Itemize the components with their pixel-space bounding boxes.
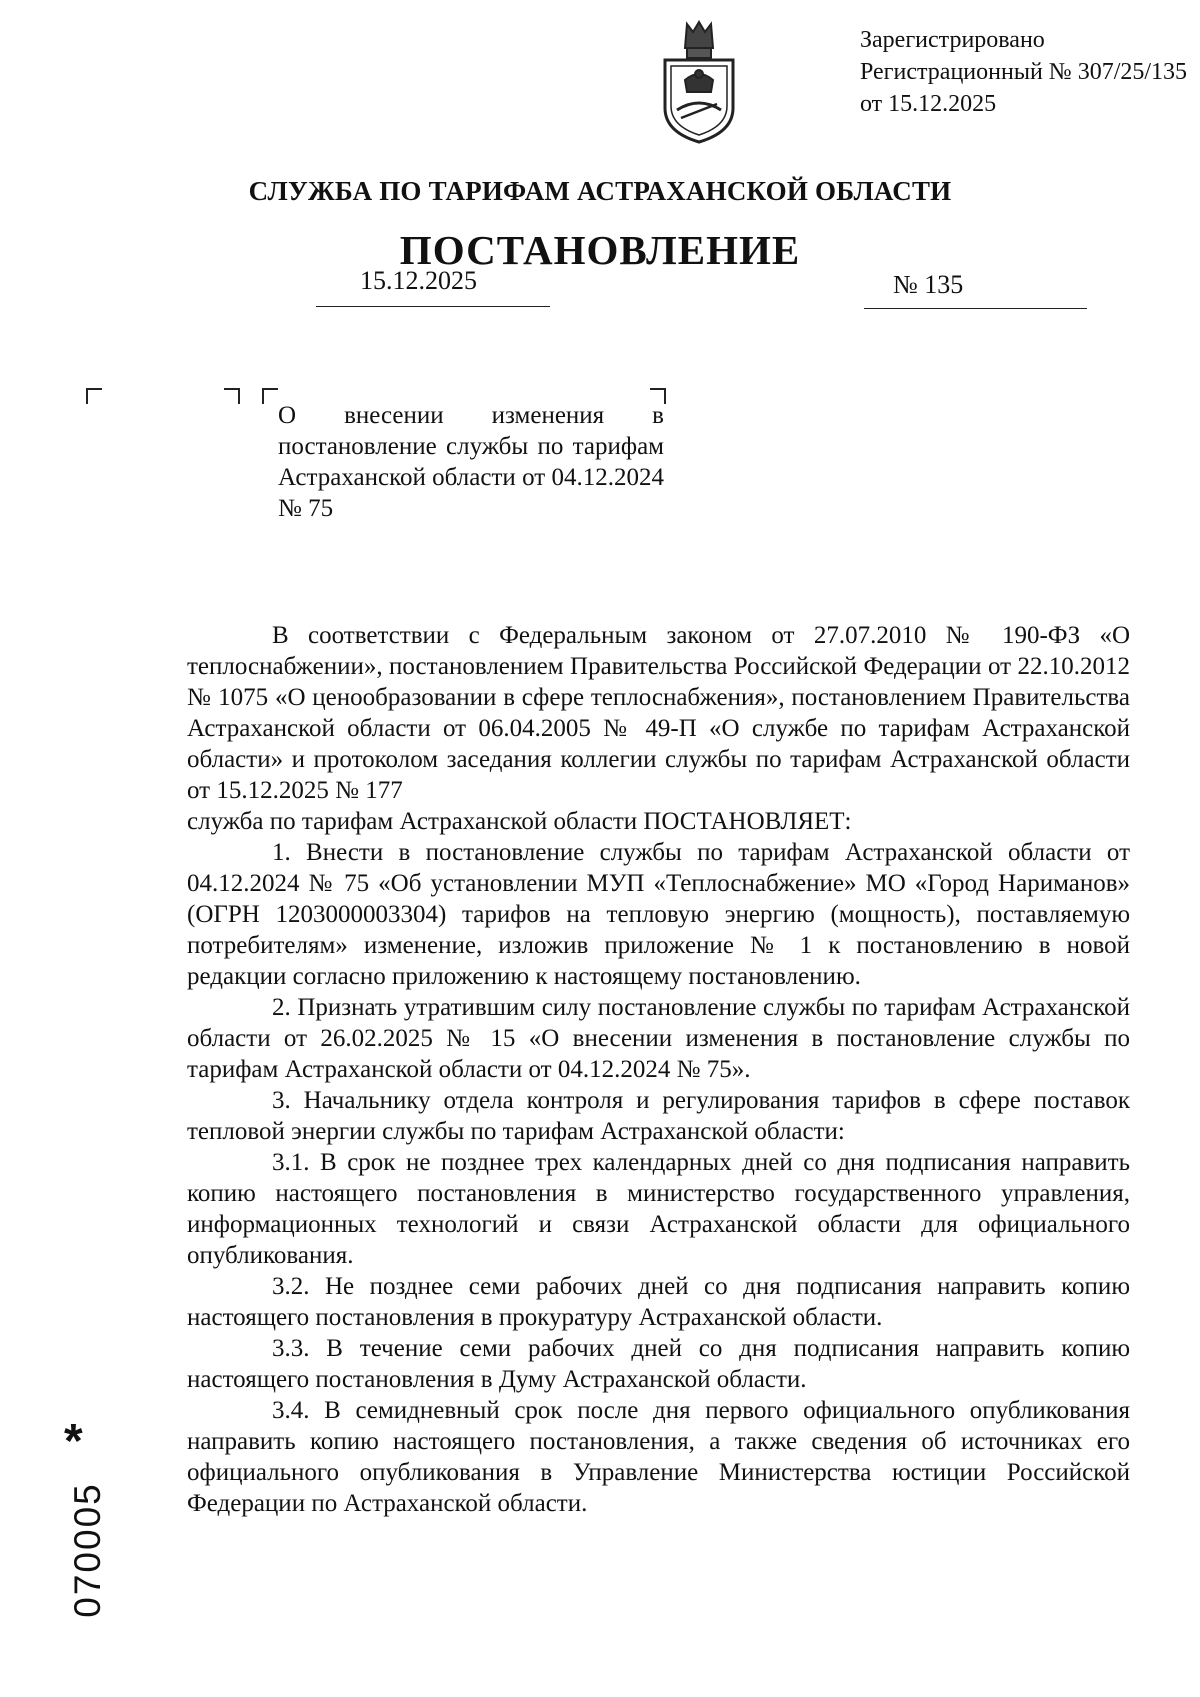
resolution-line: служба по тарифам Астраханской области ПОСТАНОВЛЯЕТ: bbox=[187, 808, 852, 835]
document-subject: О внесении изменения в постановление службы по тарифам Астраханской области от 04.12.2024 № 75 bbox=[278, 402, 664, 522]
document-body bbox=[187, 620, 1130, 1519]
date-underline bbox=[316, 306, 550, 307]
clause-1: 1. Внести в постановление службы по тарифам Астраханской области от 04.12.2024 № 75 «Об установлении МУП «Теплоснабжение» МО «Город Нариманов» (ОГРН 1203000003304) тарифов на тепловую энергию (мощность), поставляемую потребителям» изменение, изложив приложение № 1 к постановлению в новой редакции согласно приложению к настоящему постановлению. bbox=[187, 839, 1130, 990]
registration-status: Зарегистрировано bbox=[860, 27, 1045, 53]
clause-3: 3. Начальнику отдела контроля и регулирования тарифов в сфере поставок тепловой энергии службы по тарифам Астраханской области: bbox=[187, 1087, 1130, 1145]
bracket-corner bbox=[224, 388, 240, 404]
side-star-mark: * bbox=[64, 1415, 83, 1468]
registration-stamp bbox=[860, 24, 1187, 120]
clause-2: 2. Признать утратившим силу постановление службы по тарифам Астраханской области от 26.02.2025 № 15 «О внесении изменения в постановление службы по тарифам Астраханской области от 04.12.2024 № 75». bbox=[187, 994, 1130, 1083]
registration-date: от 15.12.2025 bbox=[860, 91, 997, 117]
document-number: № 135 bbox=[893, 270, 964, 299]
clause-3-2: 3.2. Не позднее семи рабочих дней со дня подписания направить копию настоящего постановления в прокуратуру Астраханской области. bbox=[187, 1273, 1130, 1331]
side-serial bbox=[58, 1450, 118, 1650]
clause-3-1: 3.1. В срок не позднее трех календарных дней со дня подписания направить копию настоящего постановления в министерство государственного управления, информационных технологий и связи Астраханской области для официального опубликования. bbox=[187, 1149, 1130, 1269]
preamble-paragraph: В соответствии с Федеральным законом от 27.07.2010 № 190-ФЗ «О теплоснабжении», постановлением Правительства Российской Федерации от 22.10.2012 № 1075 «О ценообразовании в сфере теплоснабжения», постановлением Правительства Астраханской области от 06.04.2005 № 49-П «О службе по тарифам Астраханской области» и протоколом заседания коллегии службы по тарифам Астраханской области от 15.12.2025 № 177 bbox=[187, 622, 1130, 804]
bracket-corner bbox=[86, 388, 102, 404]
clause-3-3: 3.3. В течение семи рабочих дней со дня подписания направить копию настоящего постановления в Думу Астраханской области. bbox=[187, 1335, 1130, 1393]
side-serial-number: 070005 bbox=[67, 1482, 108, 1618]
organization-name: СЛУЖБА ПО ТАРИФАМ АСТРАХАНСКОЙ ОБЛАСТИ bbox=[248, 176, 952, 206]
coat-of-arms-emblem bbox=[657, 18, 741, 146]
document-date: 15.12.2025 bbox=[360, 266, 477, 295]
document-type: ПОСТАНОВЛЕНИЕ bbox=[399, 227, 801, 273]
number-underline bbox=[864, 308, 1087, 309]
bracket-corner bbox=[262, 388, 278, 404]
registration-number: Регистрационный № 307/25/135 bbox=[860, 59, 1188, 85]
clause-3-4: 3.4. В семидневный срок после дня первого официального опубликования направить копию настоящего постановления, а также сведения об источниках его официального опубликования в Управление Министерства юстиции Российской Федерации по Астраханской области. bbox=[187, 1397, 1130, 1517]
